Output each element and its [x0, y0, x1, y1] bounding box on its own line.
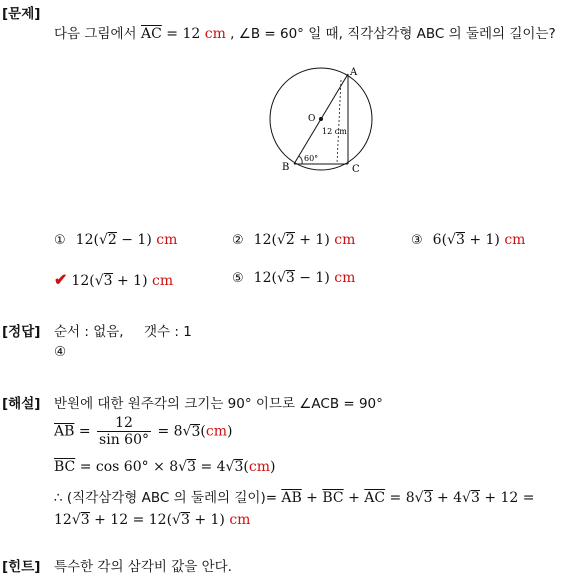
line2-close: ) [226, 423, 233, 440]
fraction-denominator: sin 60° [99, 432, 149, 449]
problem-header: [문제] [2, 6, 41, 22]
segment-bc: $\overline{BC}$ [54, 459, 76, 475]
line4-plus2: + [343, 490, 365, 506]
hint-text: 특수한 각의 삼각비 값을 안다. [54, 559, 232, 575]
line4-tail: + 12 = [479, 490, 535, 506]
line2-eq: = 8 [153, 423, 183, 440]
choice-5-root: 3 [285, 270, 295, 286]
line5-root2: 3 [180, 512, 190, 528]
choice-3-unit: cm [504, 232, 526, 248]
segment-ab: $\overline{AB}$ [54, 423, 75, 440]
check-mark-icon: ✔ [54, 270, 68, 289]
dashed-line [337, 80, 341, 164]
explanation-line-2: $\overline{AB}$ = $\frac{12}{\sin 60^\circ}$ = 8√3(cm) [54, 415, 233, 449]
line3-unit: cm [248, 459, 270, 475]
explanation-line-5: 12√3 + 12 = 12(√3 + 1) cm [54, 512, 251, 528]
line4-ac: $\overline{AC}$ [364, 490, 386, 506]
choice-1-unit: cm [156, 232, 178, 248]
problem-unit: cm [204, 26, 226, 42]
label-a: A [350, 67, 358, 78]
line4-root2: 3 [470, 490, 480, 506]
problem-text [54, 22, 556, 42]
problem-prefix: 다음 그림에서 [54, 26, 137, 42]
line3-close: ) [269, 459, 276, 475]
choice-3-post: + 1) [464, 232, 500, 248]
choice-5-number: ⑤ [232, 271, 244, 286]
choice-1-root: 2 [107, 232, 117, 248]
choice-5-pre: 12( [253, 270, 277, 286]
choice-1-pre: 12( [75, 232, 99, 248]
choice-2-number: ② [232, 233, 244, 248]
angle-arc [299, 156, 302, 164]
line5-pre: 12 [54, 512, 72, 528]
line4-root1: 3 [423, 490, 433, 506]
line5-root1: 3 [80, 512, 90, 528]
center-dot [319, 117, 323, 121]
choice-3-pre: 6( [432, 232, 448, 248]
explanation-line-3: $\overline{BC} = \cos 60^\circ \times 8√3 = 4√3(cm)$ [54, 459, 276, 475]
choice-3[interactable]: ③ 6(√3 + 1) cm [411, 232, 526, 248]
line2-root: 3 [191, 423, 201, 440]
problem-eq: = 12 [161, 26, 201, 42]
choice-1-post: − 1) [116, 232, 152, 248]
choice-3-root: 3 [455, 232, 465, 248]
line3-open: ( [243, 459, 249, 475]
line4-eq: = 8 [385, 490, 415, 506]
label-o: O [308, 114, 316, 124]
line2-unit: cm [205, 423, 227, 440]
label-angle: 60° [304, 154, 319, 163]
line2-open: ( [200, 423, 206, 440]
explanation-line-1: 반원에 대한 원주각의 크기는 90° 이므로 ∠ACB = 90° [54, 396, 383, 412]
line4-bc: $\overline{BC}$ [322, 490, 344, 506]
line4-ab: $\overline{AB}$ [281, 490, 302, 506]
line4-plus1: + [301, 490, 323, 506]
choice-2-pre: 12( [253, 232, 277, 248]
problem-question: , ∠B = 60° 일 때, 직각삼각형 ABC 의 둘레의 길이는? [225, 26, 556, 42]
explanation-header: [해설] [2, 396, 41, 412]
choice-4-post: + 1) [112, 273, 148, 289]
line5-post: + 1) [189, 512, 225, 528]
line5-mid: + 12 = 12( [89, 512, 173, 528]
explanation-line-4: ∴ (직각삼각형 ABC 의 둘레의 길이)= $\overline{AB} + \overline{BC} + \overline{AC} = 8√3 + 4√3 + 12$ = [54, 490, 535, 506]
choice-1-number: ① [54, 233, 66, 248]
answer-order: 순서 : 없음, [54, 324, 124, 340]
choice-5[interactable]: ⑤ 12(√3 − 1) cm [232, 270, 356, 286]
choice-4-root: 3 [103, 273, 113, 289]
line3-root2: 3 [234, 459, 244, 475]
line4-pre: ∴ (직각삼각형 ABC 의 둘레의 길이)= [54, 490, 282, 506]
choice-2-root: 2 [285, 232, 295, 248]
choice-1[interactable]: ① 12(√2 − 1) cm [54, 232, 178, 248]
hint-header: [힌트] [2, 559, 41, 575]
label-c: C [352, 164, 360, 175]
line3-eq2: = 4 [196, 459, 226, 475]
choice-4-unit: cm [151, 273, 174, 289]
answer-value: ④ [54, 344, 67, 360]
fraction [97, 415, 151, 448]
choice-3-number: ③ [411, 233, 423, 248]
segment-ac: $\overline{AC}$ [141, 26, 162, 42]
label-b: B [282, 162, 290, 173]
choice-4[interactable]: ✔ 12(√3 + 1) cm [54, 270, 174, 289]
choice-4-pre: 12( [71, 273, 95, 289]
line5-unit: cm [229, 512, 251, 528]
line3-root: 3 [187, 459, 196, 475]
circle-figure [262, 62, 387, 182]
answer-header: [정답] [2, 324, 41, 340]
choice-5-post: − 1) [294, 270, 330, 286]
fraction-numerator: 12 [97, 415, 151, 432]
answer-count: 갯수 : 1 [144, 324, 192, 340]
choice-2-post: + 1) [294, 232, 330, 248]
choice-2[interactable]: ② 12(√2 + 1) cm [232, 232, 356, 248]
choice-2-unit: cm [334, 232, 356, 248]
choice-5-unit: cm [334, 270, 356, 286]
line3-eq: = cos 60° × 8 [75, 459, 179, 475]
label-length: 12 cm [322, 127, 347, 136]
line4-plus3: + 4 [432, 490, 463, 506]
